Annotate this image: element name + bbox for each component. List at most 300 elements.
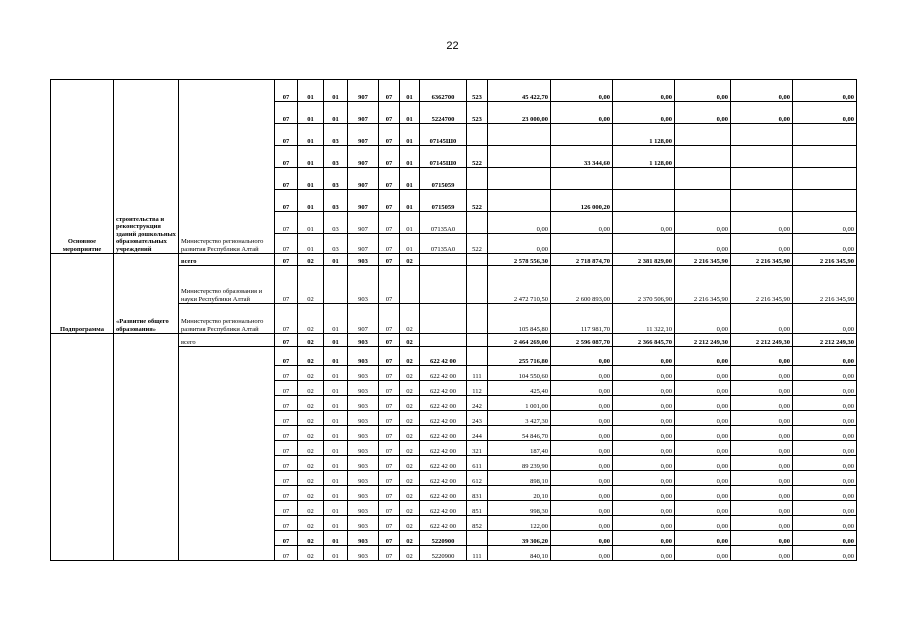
code-cell: 07 — [379, 501, 400, 516]
code-cell — [400, 266, 420, 304]
code-cell: 02 — [400, 516, 420, 531]
code-cell: 03 — [324, 168, 348, 190]
amount-cell: 0,00 — [793, 411, 857, 426]
code-cell: 02 — [400, 546, 420, 561]
table-row — [51, 254, 857, 266]
code-cell: 07145Ш0 — [420, 124, 467, 146]
code-cell: 244 — [467, 426, 488, 441]
amount-cell: 0,00 — [731, 381, 793, 396]
code-cell: 07 — [275, 80, 298, 102]
code-cell: 01 — [400, 234, 420, 254]
amount-cell: 0,00 — [731, 411, 793, 426]
executor-name: Министерство регионального развития Республики Алтай — [179, 304, 275, 334]
amount-cell: 0,00 — [551, 501, 613, 516]
code-cell: 02 — [298, 396, 324, 411]
amount-cell: 0,00 — [731, 546, 793, 561]
code-cell: 6362700 — [420, 80, 467, 102]
amount-cell: 0,00 — [488, 212, 551, 234]
code-cell: 01 — [324, 501, 348, 516]
code-cell: 03 — [324, 190, 348, 212]
code-cell: 611 — [467, 456, 488, 471]
code-cell: 07 — [379, 190, 400, 212]
code-cell — [420, 254, 467, 266]
amount-cell: 0,00 — [613, 546, 675, 561]
code-cell — [467, 212, 488, 234]
event-type-label: Основное мероприятие — [51, 80, 114, 254]
code-cell — [467, 254, 488, 266]
amount-cell: 0,00 — [793, 304, 857, 334]
code-cell: 01 — [298, 124, 324, 146]
amount-cell: 11 322,10 — [613, 304, 675, 334]
code-cell: 03 — [324, 124, 348, 146]
code-cell: 622 42 00 — [420, 501, 467, 516]
code-cell: 5220900 — [420, 546, 467, 561]
code-cell: 02 — [298, 516, 324, 531]
amount-cell: 2 216 345,90 — [793, 266, 857, 304]
code-cell: 01 — [324, 546, 348, 561]
amount-cell — [731, 124, 793, 146]
code-cell: 622 42 00 — [420, 381, 467, 396]
code-cell: 903 — [348, 334, 379, 347]
amount-cell: 0,00 — [675, 546, 731, 561]
code-cell — [467, 124, 488, 146]
amount-cell: 898,10 — [488, 471, 551, 486]
amount-cell: 2 216 345,90 — [731, 254, 793, 266]
amount-cell: 0,00 — [731, 486, 793, 501]
code-cell: 01 — [324, 411, 348, 426]
code-cell: 07 — [379, 347, 400, 366]
code-cell: 02 — [298, 456, 324, 471]
amount-cell: 0,00 — [613, 531, 675, 546]
code-cell: 07 — [275, 456, 298, 471]
code-cell: 01 — [324, 304, 348, 334]
code-cell — [467, 334, 488, 347]
amount-cell: 0,00 — [731, 366, 793, 381]
code-cell: 321 — [467, 441, 488, 456]
code-cell: 07 — [379, 546, 400, 561]
page-number: 22 — [446, 40, 459, 52]
blank-cell — [179, 347, 275, 561]
code-cell — [420, 334, 467, 347]
code-cell: 07 — [379, 266, 400, 304]
code-cell: 523 — [467, 80, 488, 102]
code-cell: 01 — [400, 190, 420, 212]
amount-cell: 0,00 — [793, 366, 857, 381]
code-cell — [467, 347, 488, 366]
code-cell: 01 — [298, 190, 324, 212]
code-cell: 01 — [298, 80, 324, 102]
code-cell: 02 — [400, 441, 420, 456]
amount-cell: 0,00 — [488, 234, 551, 254]
code-cell: 01 — [400, 124, 420, 146]
amount-cell: 0,00 — [793, 501, 857, 516]
code-cell: 622 42 00 — [420, 516, 467, 531]
code-cell: 07 — [379, 441, 400, 456]
amount-cell: 89 239,90 — [488, 456, 551, 471]
code-cell: 02 — [400, 334, 420, 347]
code-cell: 07 — [275, 102, 298, 124]
code-cell: 907 — [348, 124, 379, 146]
code-cell: 02 — [400, 347, 420, 366]
code-cell: 02 — [400, 411, 420, 426]
amount-cell: 0,00 — [613, 212, 675, 234]
code-cell: 02 — [400, 366, 420, 381]
amount-cell: 0,00 — [731, 234, 793, 254]
executor-name: Министерство регионального развития Республики Алтай — [179, 80, 275, 254]
amount-cell: 0,00 — [551, 426, 613, 441]
amount-cell: 0,00 — [731, 347, 793, 366]
amount-cell: 2 366 845,70 — [613, 334, 675, 347]
code-cell: 02 — [298, 531, 324, 546]
code-cell: 01 — [298, 168, 324, 190]
amount-cell: 0,00 — [551, 456, 613, 471]
code-cell: 622 42 00 — [420, 396, 467, 411]
amount-cell: 0,00 — [731, 102, 793, 124]
code-cell: 02 — [298, 471, 324, 486]
code-cell: 07 — [275, 212, 298, 234]
code-cell: 02 — [298, 304, 324, 334]
code-cell: 07 — [275, 441, 298, 456]
code-cell: 02 — [298, 254, 324, 266]
code-cell: 903 — [348, 546, 379, 561]
amount-cell — [551, 234, 613, 254]
amount-cell: 0,00 — [793, 381, 857, 396]
amount-cell: 2 596 087,70 — [551, 334, 613, 347]
amount-cell: 2 578 556,30 — [488, 254, 551, 266]
code-cell: 02 — [298, 347, 324, 366]
code-cell: 07 — [379, 254, 400, 266]
amount-cell: 2 212 249,30 — [731, 334, 793, 347]
amount-cell: 0,00 — [793, 456, 857, 471]
code-cell: 01 — [324, 486, 348, 501]
code-cell: 02 — [298, 486, 324, 501]
code-cell: 02 — [298, 411, 324, 426]
code-cell: 903 — [348, 456, 379, 471]
amount-cell: 0,00 — [613, 411, 675, 426]
code-cell — [420, 266, 467, 304]
amount-cell: 33 344,60 — [551, 146, 613, 168]
amount-cell: 0,00 — [675, 471, 731, 486]
amount-cell — [793, 168, 857, 190]
amount-cell: 39 306,20 — [488, 531, 551, 546]
code-cell: 07 — [379, 124, 400, 146]
code-cell: 622 42 00 — [420, 441, 467, 456]
amount-cell: 425,40 — [488, 381, 551, 396]
amount-cell: 0,00 — [793, 546, 857, 561]
code-cell: 01 — [400, 168, 420, 190]
amount-cell: 0,00 — [613, 80, 675, 102]
amount-cell: 0,00 — [551, 396, 613, 411]
code-cell: 02 — [298, 266, 324, 304]
amount-cell — [488, 146, 551, 168]
amount-cell: 0,00 — [613, 516, 675, 531]
code-cell: 07135А0 — [420, 212, 467, 234]
amount-cell: 0,00 — [675, 234, 731, 254]
code-cell: 903 — [348, 426, 379, 441]
amount-cell: 0,00 — [551, 441, 613, 456]
amount-cell: 0,00 — [793, 212, 857, 234]
table-row — [51, 334, 857, 347]
code-cell: 01 — [324, 441, 348, 456]
code-cell: 01 — [400, 80, 420, 102]
amount-cell: 0,00 — [613, 501, 675, 516]
code-cell: 07 — [275, 234, 298, 254]
code-cell: 903 — [348, 441, 379, 456]
code-cell: 07 — [275, 426, 298, 441]
code-cell: 01 — [324, 334, 348, 347]
code-cell: 907 — [348, 168, 379, 190]
code-cell: 07 — [275, 471, 298, 486]
amount-cell: 0,00 — [675, 102, 731, 124]
amount-cell — [488, 124, 551, 146]
code-cell: 903 — [348, 347, 379, 366]
code-cell: 02 — [400, 471, 420, 486]
amount-cell: 0,00 — [675, 347, 731, 366]
amount-cell: 0,00 — [675, 531, 731, 546]
code-cell: 01 — [324, 347, 348, 366]
code-cell: 903 — [348, 486, 379, 501]
code-cell: 112 — [467, 381, 488, 396]
code-cell: 07 — [275, 501, 298, 516]
code-cell: 522 — [467, 234, 488, 254]
code-cell — [420, 304, 467, 334]
amount-cell: 0,00 — [551, 381, 613, 396]
code-cell: 07 — [379, 471, 400, 486]
code-cell: 01 — [324, 102, 348, 124]
code-cell — [467, 168, 488, 190]
code-cell: 07 — [379, 486, 400, 501]
code-cell: 07145Ш0 — [420, 146, 467, 168]
amount-cell: 0,00 — [551, 531, 613, 546]
blank-cell — [114, 334, 179, 561]
code-cell: 852 — [467, 516, 488, 531]
amount-cell: 0,00 — [675, 516, 731, 531]
code-cell: 07 — [275, 347, 298, 366]
amount-cell: 0,00 — [613, 102, 675, 124]
amount-cell: 0,00 — [731, 441, 793, 456]
code-cell: 07 — [275, 334, 298, 347]
amount-cell — [793, 190, 857, 212]
amount-cell: 1 128,00 — [613, 124, 675, 146]
code-cell: 622 42 00 — [420, 347, 467, 366]
amount-cell: 0,00 — [793, 471, 857, 486]
code-cell: 02 — [400, 396, 420, 411]
code-cell: 02 — [400, 254, 420, 266]
code-cell: 831 — [467, 486, 488, 501]
amount-cell: 2 212 249,30 — [675, 334, 731, 347]
amount-cell: 0,00 — [613, 396, 675, 411]
code-cell: 01 — [400, 212, 420, 234]
amount-cell: 0,00 — [551, 102, 613, 124]
code-cell: 907 — [348, 234, 379, 254]
amount-cell: 2 381 829,00 — [613, 254, 675, 266]
code-cell: 612 — [467, 471, 488, 486]
code-cell: 903 — [348, 266, 379, 304]
amount-cell: 0,00 — [613, 486, 675, 501]
code-cell: 07 — [275, 516, 298, 531]
code-cell: 523 — [467, 102, 488, 124]
code-cell: 522 — [467, 146, 488, 168]
code-cell: 903 — [348, 471, 379, 486]
amount-cell: 0,00 — [675, 456, 731, 471]
amount-cell — [675, 146, 731, 168]
amount-cell: 105 845,80 — [488, 304, 551, 334]
code-cell: 02 — [298, 501, 324, 516]
amount-cell: 0,00 — [551, 80, 613, 102]
amount-cell: 122,00 — [488, 516, 551, 531]
total-label: всего — [179, 254, 275, 266]
code-cell: 01 — [324, 471, 348, 486]
code-cell: 903 — [348, 531, 379, 546]
amount-cell: 0,00 — [675, 441, 731, 456]
code-cell: 02 — [400, 381, 420, 396]
amount-cell: 0,00 — [551, 546, 613, 561]
code-cell: 07 — [379, 146, 400, 168]
code-cell: 02 — [298, 441, 324, 456]
code-cell: 01 — [324, 366, 348, 381]
code-cell: 07 — [379, 531, 400, 546]
amount-cell — [731, 168, 793, 190]
amount-cell: 0,00 — [793, 426, 857, 441]
amount-cell: 20,10 — [488, 486, 551, 501]
amount-cell: 0,00 — [613, 366, 675, 381]
code-cell: 02 — [400, 486, 420, 501]
amount-cell — [731, 190, 793, 212]
amount-cell: 2 600 893,00 — [551, 266, 613, 304]
code-cell — [467, 304, 488, 334]
amount-cell: 0,00 — [675, 411, 731, 426]
code-cell: 622 42 00 — [420, 426, 467, 441]
code-cell: 07 — [275, 411, 298, 426]
code-cell: 903 — [348, 516, 379, 531]
amount-cell — [551, 168, 613, 190]
code-cell: 622 42 00 — [420, 366, 467, 381]
code-cell: 07 — [379, 381, 400, 396]
code-cell: 111 — [467, 366, 488, 381]
amount-cell: 54 846,70 — [488, 426, 551, 441]
amount-cell: 0,00 — [551, 212, 613, 234]
code-cell: 907 — [348, 146, 379, 168]
code-cell: 01 — [324, 396, 348, 411]
amount-cell: 0,00 — [793, 486, 857, 501]
code-cell: 01 — [298, 146, 324, 168]
code-cell: 07 — [275, 190, 298, 212]
amount-cell: 0,00 — [731, 212, 793, 234]
amount-cell: 0,00 — [793, 102, 857, 124]
amount-cell: 0,00 — [675, 501, 731, 516]
code-cell: 07 — [275, 531, 298, 546]
code-cell: 07135А0 — [420, 234, 467, 254]
code-cell: 01 — [400, 102, 420, 124]
amount-cell: 0,00 — [551, 486, 613, 501]
code-cell: 622 42 00 — [420, 486, 467, 501]
code-cell: 07 — [379, 168, 400, 190]
amount-cell: 187,40 — [488, 441, 551, 456]
code-cell: 02 — [400, 501, 420, 516]
code-cell: 07 — [275, 266, 298, 304]
amount-cell: 0,00 — [731, 471, 793, 486]
table-row — [51, 80, 857, 102]
code-cell: 07 — [275, 486, 298, 501]
code-cell: 07 — [275, 146, 298, 168]
amount-cell: 0,00 — [675, 304, 731, 334]
amount-cell: 0,00 — [613, 471, 675, 486]
code-cell: 01 — [400, 146, 420, 168]
amount-cell: 2 472 710,50 — [488, 266, 551, 304]
amount-cell: 0,00 — [731, 501, 793, 516]
blank-cell — [51, 334, 114, 561]
code-cell: 111 — [467, 546, 488, 561]
amount-cell: 255 716,80 — [488, 347, 551, 366]
amount-cell — [793, 146, 857, 168]
subprogram-label: Подпрограмма — [51, 254, 114, 334]
code-cell: 903 — [348, 366, 379, 381]
code-cell: 907 — [348, 212, 379, 234]
code-cell: 07 — [275, 381, 298, 396]
code-cell: 907 — [348, 80, 379, 102]
amount-cell: 0,00 — [551, 411, 613, 426]
amount-cell: 0,00 — [731, 456, 793, 471]
code-cell: 07 — [275, 254, 298, 266]
amount-cell: 2 216 345,90 — [731, 266, 793, 304]
code-cell: 07 — [275, 396, 298, 411]
amount-cell: 0,00 — [793, 234, 857, 254]
code-cell: 01 — [298, 102, 324, 124]
amount-cell: 104 550,60 — [488, 366, 551, 381]
amount-cell: 0,00 — [731, 531, 793, 546]
amount-cell — [488, 190, 551, 212]
code-cell: 02 — [400, 456, 420, 471]
code-cell: 851 — [467, 501, 488, 516]
code-cell: 07 — [379, 516, 400, 531]
code-cell: 907 — [348, 102, 379, 124]
code-cell: 02 — [298, 381, 324, 396]
amount-cell — [613, 190, 675, 212]
amount-cell: 2 212 249,30 — [793, 334, 857, 347]
amount-cell: 0,00 — [731, 516, 793, 531]
code-cell: 0715059 — [420, 190, 467, 212]
amount-cell: 0,00 — [551, 471, 613, 486]
code-cell: 522 — [467, 190, 488, 212]
code-cell: 07 — [379, 304, 400, 334]
amount-cell: 1 128,00 — [613, 146, 675, 168]
code-cell — [467, 531, 488, 546]
amount-cell: 1 001,00 — [488, 396, 551, 411]
code-cell: 01 — [324, 381, 348, 396]
amount-cell — [675, 190, 731, 212]
amount-cell: 0,00 — [793, 531, 857, 546]
code-cell: 07 — [379, 411, 400, 426]
amount-cell — [613, 168, 675, 190]
amount-cell: 0,00 — [675, 381, 731, 396]
amount-cell: 0,00 — [675, 80, 731, 102]
amount-cell: 0,00 — [675, 212, 731, 234]
event-name: строительства и реконструкция зданий дошкольных образовательных учреждений — [114, 80, 179, 254]
code-cell: 07 — [379, 456, 400, 471]
code-cell: 02 — [400, 426, 420, 441]
amount-cell: 0,00 — [731, 426, 793, 441]
code-cell: 03 — [324, 212, 348, 234]
amount-cell: 998,30 — [488, 501, 551, 516]
code-cell: 07 — [275, 304, 298, 334]
code-cell: 622 42 00 — [420, 411, 467, 426]
code-cell: 242 — [467, 396, 488, 411]
amount-cell: 0,00 — [793, 347, 857, 366]
code-cell: 622 42 00 — [420, 471, 467, 486]
amount-cell: 2 216 345,90 — [793, 254, 857, 266]
amount-cell: 0,00 — [731, 304, 793, 334]
amount-cell: 0,00 — [613, 381, 675, 396]
